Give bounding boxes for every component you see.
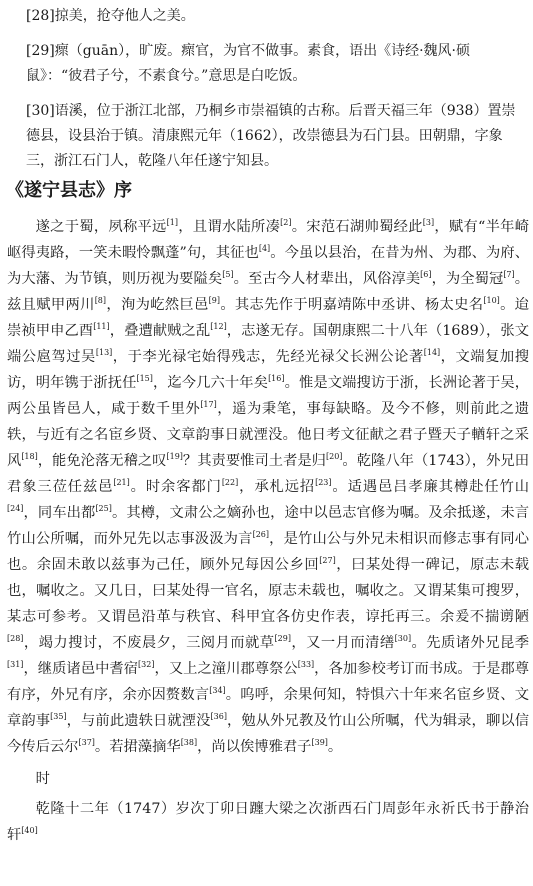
text-run: ，承札远招 bbox=[238, 479, 316, 495]
footnote-ref: [15] bbox=[136, 374, 153, 384]
text-run: 。若捃藻摘华 bbox=[94, 739, 181, 755]
footnote-ref: [27] bbox=[319, 556, 336, 566]
footnote-ref: [29] bbox=[274, 634, 291, 644]
notes-section bbox=[26, 4, 526, 184]
text-run: 。适遇邑吕孝廉其樽赴任竹山 bbox=[331, 479, 530, 495]
footnote-ref: [22] bbox=[221, 478, 239, 488]
text-run: ，是竹山公与外兄未相识而修志事有同心也。余固未敢以兹事为己任，顾外兄每因公乡回 bbox=[7, 531, 530, 573]
footnote-ref: [19] bbox=[166, 452, 183, 462]
text-run: ，且谓水陆所凑 bbox=[177, 219, 281, 235]
text-run: ，继质诸邑中耆宿 bbox=[23, 661, 139, 677]
text-run: ，同车出都 bbox=[23, 505, 96, 521]
text-run: 。呜呼，余果何知，特惧六十年来名宦乡贤、文章韵事 bbox=[7, 687, 530, 729]
text-run: ，又一月而清缮 bbox=[290, 635, 395, 651]
preface-paragraph bbox=[7, 214, 529, 760]
footnote-ref: [13] bbox=[95, 348, 113, 358]
text-run: 。兹且赋甲两川 bbox=[7, 271, 530, 313]
footnote-ref: [7] bbox=[503, 270, 515, 280]
section-title: 《遂宁县志》序 bbox=[6, 180, 132, 201]
text-run: 。惟是文端搜访于浙，长洲论著于吴，两公虽皆邑人，咸于数千里外 bbox=[7, 375, 530, 417]
text-run: 遂之于蜀，夙称平远 bbox=[35, 219, 167, 235]
text-run: ，勉从外兄教及竹山公所嘱，代为辑录，聊以信今传后云尔 bbox=[7, 713, 530, 755]
footnote-ref: [3] bbox=[422, 218, 435, 228]
footnote-ref: [6] bbox=[420, 270, 432, 280]
footnote-ref: [9] bbox=[208, 296, 220, 306]
text-run: ，竭力搜讨，不废晨夕，三阅月而就草 bbox=[23, 635, 275, 651]
footnote-ref: [20] bbox=[326, 452, 343, 462]
text-run: 。其樽，文肃公之嫡孙也，途中以邑志官修为嘱。及余抵遂，未言竹山公所嘱，而外兄先以志事汲汲为言 bbox=[7, 505, 530, 547]
footnote-ref: [12] bbox=[210, 322, 227, 332]
footnote-ref: [17] bbox=[200, 400, 217, 410]
footnote-ref: [26] bbox=[252, 530, 269, 540]
text-run: ，文端复加搜访，明年镌于浙抚任 bbox=[7, 349, 530, 391]
footnote-ref: [10] bbox=[483, 296, 500, 306]
footnote-ref: [16] bbox=[268, 374, 285, 384]
footnote-ref: [36] bbox=[210, 712, 227, 722]
text-run: 。乾隆八年（1743），外兄田君象三莅任兹邑 bbox=[7, 453, 530, 495]
text-run: 。 bbox=[327, 739, 343, 755]
text-run: 。至古今人材辈出，风俗淳美 bbox=[233, 271, 421, 287]
text-run: 。迨崇祯甲申乙酉 bbox=[7, 297, 530, 339]
footnote-ref: [2] bbox=[280, 218, 292, 228]
note-30: [30]语溪，位于浙江北部，乃桐乡市崇福镇的古称。后晋天福三年（938）置崇德县，设县治于镇。清康熙元年（1662），改崇德县为石门县。田朝鼎，字象三，浙江石门人，乾隆八年任遂宁知县。 bbox=[26, 103, 516, 169]
footnote-ref: [25] bbox=[95, 504, 112, 514]
footnote-ref: [14] bbox=[423, 348, 441, 358]
text-run: 。其志先作于明嘉靖陈中丞讲、杨太史名 bbox=[220, 297, 484, 313]
footnote-ref: [38] bbox=[180, 738, 198, 748]
text-run: ，为全蜀冠 bbox=[431, 271, 504, 287]
text-run: 乾隆十二年（1747）岁次丁卯日躔大梁之次浙西石门周彭年永祈氏书于静治轩 bbox=[7, 801, 529, 843]
footnote-ref: [40] bbox=[21, 826, 38, 836]
footnote-ref: [30] bbox=[394, 634, 412, 644]
signature-line bbox=[7, 796, 529, 848]
text-run: ，能免沦落无稽之叹 bbox=[37, 453, 167, 469]
text-run: ，洵为屹然巨邑 bbox=[106, 297, 209, 313]
footnote-ref: [37] bbox=[78, 738, 95, 748]
footnote-ref: [18] bbox=[21, 452, 38, 462]
text-run: ？其责要惟司土者是归 bbox=[182, 453, 326, 469]
text-run: ，各加参校考订而书成。于是郡尊有序，外兄有序，余亦因赘数言 bbox=[7, 661, 530, 703]
footnote-ref: [5] bbox=[222, 270, 234, 280]
text-run: ，于李光禄宅始得残志，先经光禄父长洲公论著 bbox=[112, 349, 424, 365]
preface-body bbox=[7, 214, 529, 848]
footnote-ref: [39] bbox=[311, 738, 328, 748]
footnote-ref: [33] bbox=[297, 660, 315, 670]
footnote-ref: [34] bbox=[209, 686, 226, 696]
footnote-ref: [31] bbox=[7, 660, 24, 670]
text-run: 。宋范石湖帅蜀经此 bbox=[291, 219, 423, 235]
footnote-ref: [8] bbox=[94, 296, 107, 306]
footnote-ref: [24] bbox=[7, 504, 24, 514]
text-run: 。时余客都门 bbox=[129, 479, 222, 495]
text-run: 。先质诸外兄昆季 bbox=[411, 635, 530, 651]
footnote-ref: [35] bbox=[50, 712, 67, 722]
note-28: [28]掠美，抢夺他人之美。 bbox=[26, 8, 195, 24]
text-run: ，曰某处得一碑记，原志未载也，嘱收之。又几日，曰某处得一官名，原志未载也，嘱收之。又谓某集可搜罗，某志可参考。又谓邑沿革与秩官、科甲宜各仿史作表，谆托再三。余爰不揣谫陋 bbox=[7, 557, 530, 625]
footnote-ref: [21] bbox=[113, 478, 130, 488]
footnote-ref: [23] bbox=[315, 478, 332, 488]
text-run: ，赋有“半年崎岖得夷路，一笑未暇怜飘蓬”句，其征也 bbox=[7, 219, 530, 261]
text-run: ，迄今几六十年矣 bbox=[152, 375, 269, 391]
note-29: [29]瘝（guān），旷废。瘝官，为官不做事。素食，语出《诗经·魏风·硕鼠》：“彼君子兮，不素食兮。”意思是白吃饭。 bbox=[26, 43, 470, 84]
footnote-ref: [32] bbox=[138, 660, 155, 670]
text-run: ，与前此遗轶日就湮没 bbox=[66, 713, 211, 729]
text-run: ，又上之潼川郡尊祭公 bbox=[154, 661, 298, 677]
signature-time: 时 bbox=[35, 771, 50, 787]
text-run: ，志遂无存。国朝康熙二十八年（1689），张文端公扈驾过吴 bbox=[7, 323, 530, 365]
text-run: ，叠遭献贼之乱 bbox=[109, 323, 211, 339]
footnote-ref: [28] bbox=[7, 634, 24, 644]
text-run: ，尚以俟博雅君子 bbox=[197, 739, 312, 755]
text-run: ，遥为秉笔，事每缺略。及今不修，则前此之遗轶，与近有之名宦乡贤、文章韵事日就湮没。他日考文征献之君子暨天子輶轩之采风 bbox=[7, 401, 530, 469]
footnote-ref: [4] bbox=[258, 244, 271, 254]
text-run: 。今虽以县治，在昔为州、为郡、为府、为大藩、为节镇，则历视为要隘矣 bbox=[7, 245, 530, 287]
footnote-ref: [11] bbox=[93, 322, 110, 332]
footnote-ref: [1] bbox=[166, 218, 178, 228]
